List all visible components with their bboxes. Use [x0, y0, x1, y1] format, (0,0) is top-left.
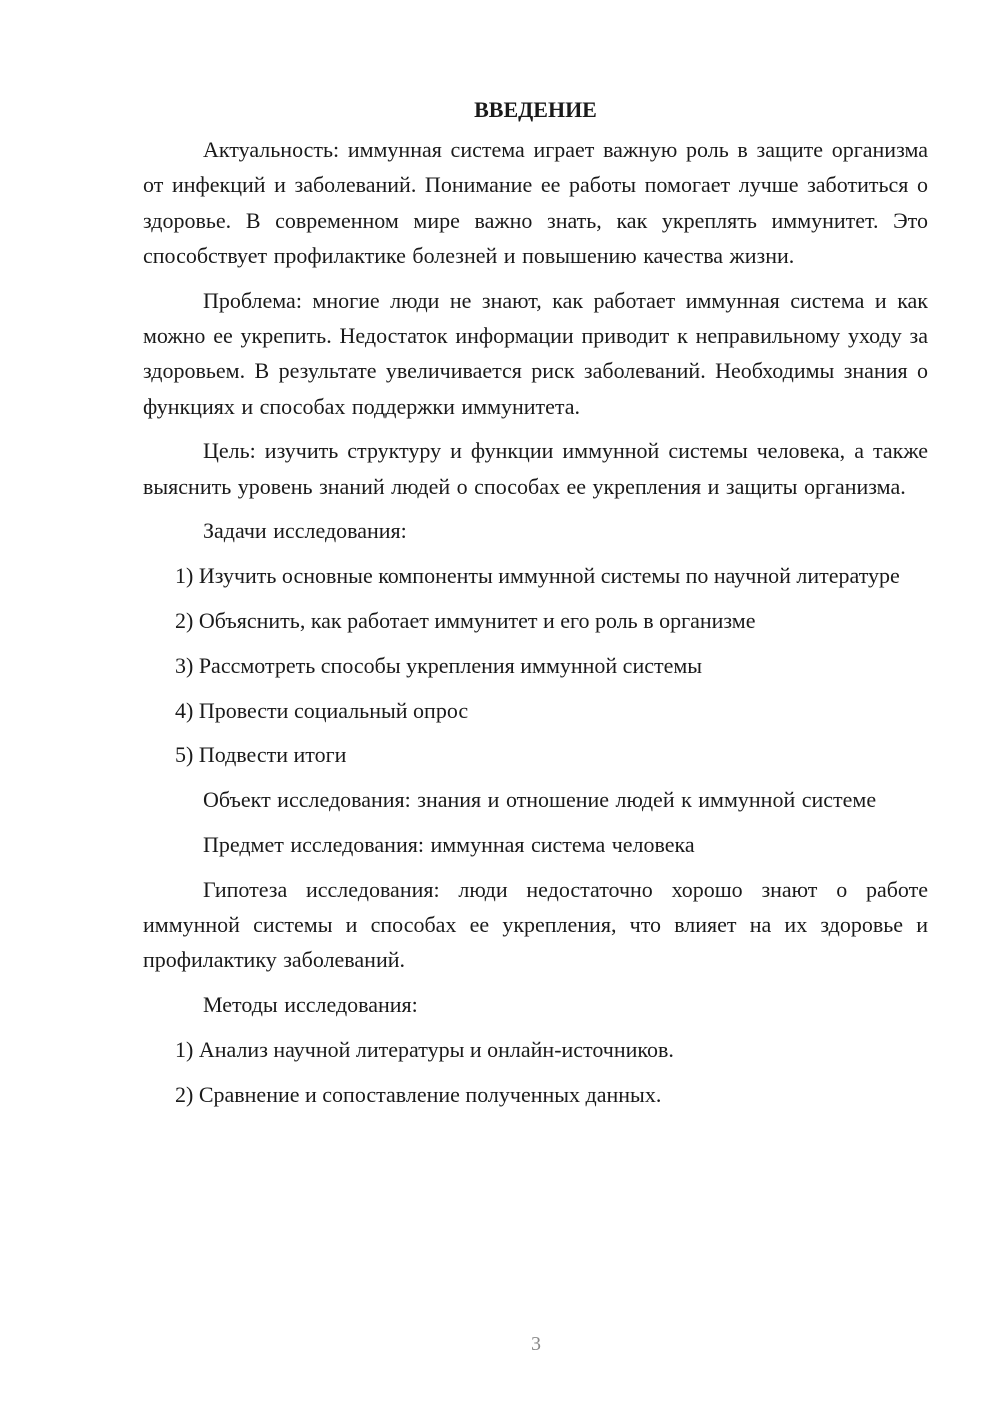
subject-paragraph: Предмет исследования: иммунная система человека: [203, 832, 695, 858]
task-item: 4) Провести социальный опрос: [175, 697, 469, 723]
task-item: 2) Объяснить, как работает иммунитет и его роль в организме: [175, 608, 756, 634]
relevance-paragraph: Актуальность: иммунная система играет важную роль в защите организма от инфекций и заболеваний. Понимание ее работы помогает лучше заботиться о здоровье. В современном мире важно знать, как укреплять иммунитет. Это способствует профилактике болезней и повышению качества жизни.: [143, 137, 928, 268]
task-item: 1) Изучить основные компоненты иммунной системы по научной литературе: [175, 563, 900, 589]
section-heading: ВВЕДЕНИЕ: [474, 97, 597, 122]
methods-title: Методы исследования:: [203, 992, 418, 1018]
method-item: 1) Анализ научной литературы и онлайн-источников.: [175, 1037, 674, 1063]
object-paragraph: Объект исследования: знания и отношение людей к иммунной системе: [203, 787, 877, 813]
task-item: 3) Рассмотреть способы укрепления иммунной системы: [175, 652, 703, 678]
goal-paragraph: Цель: изучить структуру и функции иммунной системы человека, а также выяснить уровень знаний людей о способах ее укрепления и защиты организма.: [143, 438, 928, 499]
document-page: [143, 92, 928, 1122]
hypothesis-paragraph: Гипотеза исследования: люди недостаточно хорошо знают о работе иммунной системы и способах ее укрепления, что влияет на их здоровье и профилактику заболеваний.: [143, 876, 928, 973]
tasks-title: Задачи исследования:: [203, 518, 407, 544]
problem-paragraph: Проблема: многие люди не знают, как работает иммунная система и как можно ее укрепить. Недостаток информации приводит к неправильному уходу за здоровьем. В результате увеличивается риск заболеваний. Необходимы знания о функциях и способах поддержки иммунитета.: [143, 287, 928, 419]
page-number: 3: [531, 1333, 541, 1355]
task-item: 5) Подвести итоги: [175, 742, 347, 768]
method-item: 2) Сравнение и сопоставление полученных данных.: [175, 1081, 662, 1107]
